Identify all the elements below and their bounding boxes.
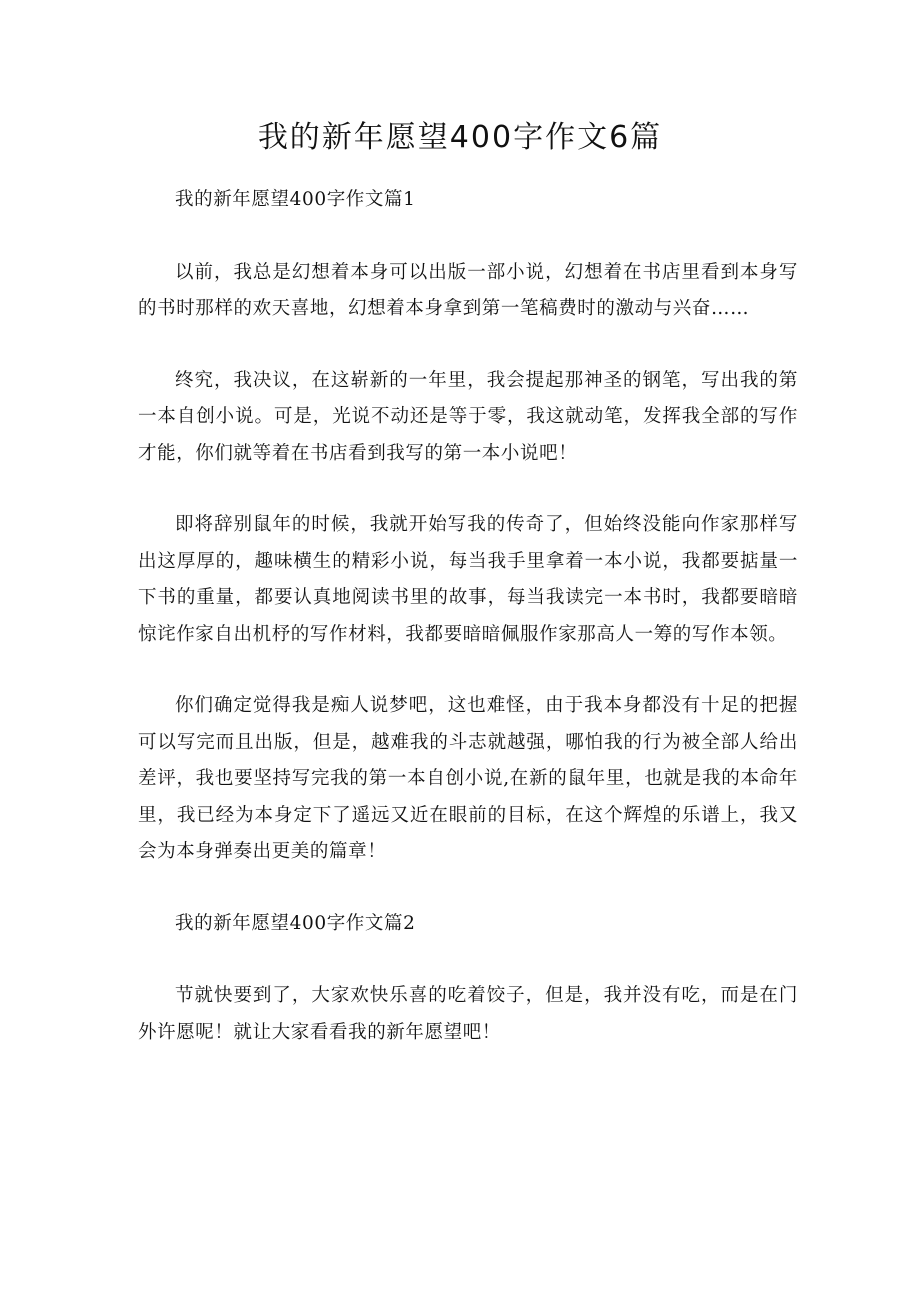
- document-body: [138, 182, 798, 1086]
- document-title: 我的新年愿望400字作文6篇: [257, 120, 663, 155]
- paragraph: 即将辞别鼠年的时候，我就开始写我的传奇了，但始终没能向作家那样写出这厚厚的，趣味横生的精彩小说，每当我手里拿着一本小说，我都要掂量一下书的重量，都要认真地阅读书里的故事，每当我读完一本书时，我都要暗暗惊诧作家自出机杼的写作材料，我都要暗暗佩服作家那高人一筹的写作本领。: [138, 514, 798, 645]
- section-heading: 我的新年愿望400字作文篇1: [175, 189, 416, 210]
- paragraph: 以前，我总是幻想着本身可以出版一部小说，幻想着在书店里看到本身写的书时那样的欢天喜地，幻想着本身拿到第一笔稿费时的激动与兴奋……: [138, 261, 798, 319]
- paragraph: 你们确定觉得我是痴人说梦吧，这也难怪，由于我本身都没有十足的把握可以写完而且出版，但是，越难我的斗志就越强，哪怕我的行为被全部人给出差评，我也要坚持写完我的第一本自创小说,在新的鼠年里，也就是我的本命年里，我已经为本身定下了遥远又近在眼前的目标，在这个辉煌的乐谱上，我又会为本身弹奏出更美的篇章！: [138, 695, 798, 862]
- paragraph: 节就快要到了，大家欢快乐喜的吃着饺子，但是，我并没有吃，而是在门外许愿呢！就让大家看看我的新年愿望吧！: [138, 985, 798, 1043]
- section-heading: 我的新年愿望400字作文篇2: [175, 912, 416, 934]
- paragraph: 终究，我决议，在这崭新的一年里，我会提起那神圣的钢笔，写出我的第一本自创小说。可是，光说不动还是等于零，我这就动笔，发挥我全部的写作才能，你们就等着在书店看到我写的第一本小说吧！: [138, 369, 798, 464]
